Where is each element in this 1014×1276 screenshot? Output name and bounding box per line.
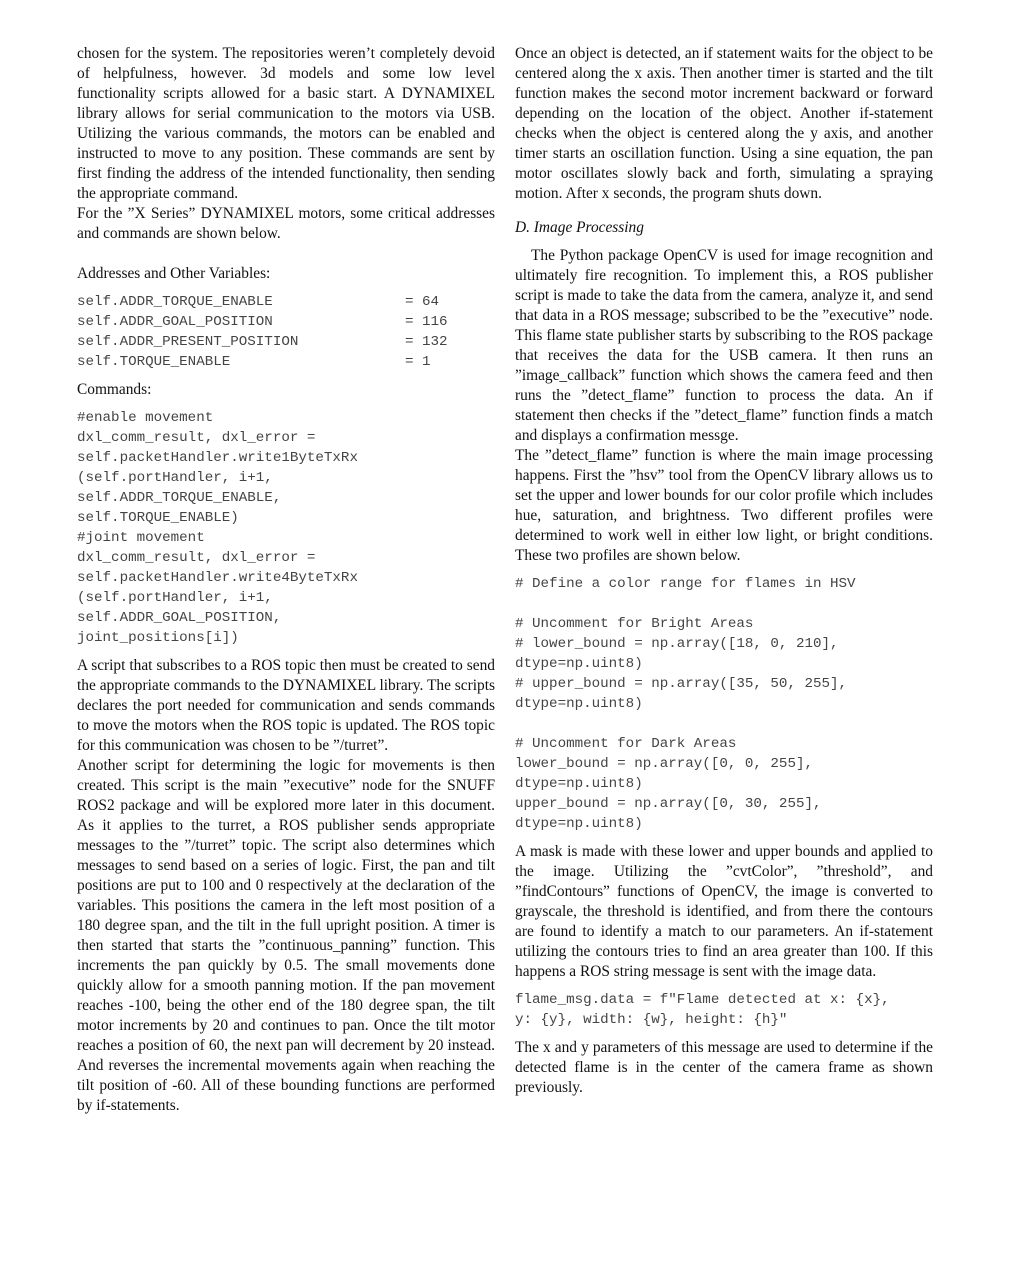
commands-code-block: [77, 408, 495, 648]
code-line: upper_bound = np.array([0, 30, 255],: [515, 796, 822, 812]
variable-name: self.ADDR_PRESENT_POSITION: [77, 334, 299, 350]
paragraph: Once an object is detected, an if statement waits for the object to be centered along the x axis. Then another timer is started and the tilt function makes the second motor increment backward or forward depending on the location of the object. Another if-statement checks when the object is centered along the y axis, and another timer starts an oscillation function. Using a sine equation, the pan motor oscillates slowly back and forth, simulating a spraying motion. After x seconds, the program shuts down.: [515, 45, 933, 202]
paragraph: The ”detect_flame” function is where the main image processing happens. First the ”hsv” tool from the OpenCV library allows us to set the upper and lower bounds for our color profile which includes hue, saturation, and brightness. Two different profiles were determined to work well in either low light, or bright conditions. These two profiles are shown below.: [515, 447, 933, 564]
code-line: # Uncomment for Bright Areas: [515, 616, 754, 632]
variable-value: = 1: [405, 354, 431, 370]
code-line: self.packetHandler.write1ByteTxRx: [77, 450, 358, 466]
right-column: [515, 44, 933, 1098]
variable-name: self.ADDR_TORQUE_ENABLE: [77, 294, 273, 310]
code-line: self.packetHandler.write4ByteTxRx: [77, 570, 358, 586]
code-line: joint_positions[i]): [77, 630, 239, 646]
variable-value: = 64: [405, 294, 440, 310]
paragraph: For the ”X Series” DYNAMIXEL motors, some critical addresses and commands are shown below.: [77, 205, 495, 242]
hsv-comment-code: # Define a color range for flames in HSV: [515, 576, 856, 592]
code-line: dtype=np.uint8): [515, 656, 643, 672]
variable-value: = 116: [405, 314, 448, 330]
variable-line: [77, 332, 495, 352]
code-line: # Uncomment for Dark Areas: [515, 736, 737, 752]
code-line: # upper_bound = np.array([35, 50, 255],: [515, 676, 848, 692]
code-line: #joint movement: [77, 530, 205, 546]
variable-name: self.ADDR_GOAL_POSITION: [77, 314, 273, 330]
variable-line: [77, 312, 495, 332]
code-line: dtype=np.uint8): [515, 696, 643, 712]
paragraph: A script that subscribes to a ROS topic then must be created to send the appropriate commands to the DYNAMIXEL library. The scripts declares the port needed for communication and sends commands to move the motors when the ROS topic is updated. The ROS topic for this communication was chosen to be ”/turret”.: [77, 657, 495, 754]
code-line: flame_msg.data = f"Flame detected at x: {x},: [515, 992, 890, 1008]
paragraph: The x and y parameters of this message are used to determine if the detected flame is in the center of the camera frame as shown previously.: [515, 1039, 933, 1096]
code-line: self.ADDR_TORQUE_ENABLE,: [77, 490, 282, 506]
code-line: #enable movement: [77, 410, 214, 426]
addresses-label: Addresses and Other Variables:: [77, 265, 271, 282]
variables-code-block: [77, 292, 495, 372]
bright-areas-code-block: [515, 614, 933, 714]
code-line: self.ADDR_GOAL_POSITION,: [77, 610, 282, 626]
variable-line: [77, 352, 495, 372]
left-column: [77, 44, 495, 1116]
code-line: # lower_bound = np.array([18, 0, 210],: [515, 636, 839, 652]
flame-msg-code-block: [515, 990, 933, 1030]
code-line: dtype=np.uint8): [515, 816, 643, 832]
code-line: dxl_comm_result, dxl_error =: [77, 550, 316, 566]
code-line: dxl_comm_result, dxl_error =: [77, 430, 316, 446]
code-line: y: {y}, width: {w}, height: {h}": [515, 1012, 788, 1028]
variable-name: self.TORQUE_ENABLE: [77, 354, 231, 370]
code-line: self.TORQUE_ENABLE): [77, 510, 239, 526]
code-line: (self.portHandler, i+1,: [77, 590, 273, 606]
dark-areas-code-block: [515, 734, 933, 834]
code-line: dtype=np.uint8): [515, 776, 643, 792]
paragraph: Another script for determining the logic for movements is then created. This script is the main ”executive” node for the SNUFF ROS2 package and will be explored more later in this document. As it applies to the turret, a ROS publisher sends appropriate messages to the ”/turret” topic. The script also determines which messages to send based on a series of logic. First, the pan and tilt positions are put to 100 and 0 respectively at the declaration of the variables. This positions the camera in the left most position of a 180 degree span, and the tilt in the full upright position. A timer is then started that starts the ”continuous_panning” function. This increments the pan quickly by 0.5. The small movements done quickly allow for a smooth panning motion. If the pan movement reaches -100, being the other end of the 180 degree span, the tilt motor increments by 20 and continues to pan. Once the tilt motor reaches a position of 60, the next pan will decrement by 20 instead. And reverses the incremental movements again when reaching the tilt position of -60. All of these bounding functions are performed by if-statements.: [77, 757, 495, 1114]
paragraph: A mask is made with these lower and upper bounds and applied to the image. Utilizing the ”cvtColor”, ”threshold”, and ”findContours” functions of OpenCV, the image is converted to grayscale, the threshold is identified, and from there the contours are found to identify a match to our parameters. An if-statement utilizing the contours tries to find an area greater than 100. If this happens a ROS string message is sent with the image data.: [515, 843, 933, 980]
section-heading: D. Image Processing: [515, 219, 644, 236]
code-line: (self.portHandler, i+1,: [77, 470, 273, 486]
code-line: lower_bound = np.array([0, 0, 255],: [515, 756, 813, 772]
paragraph: The Python package OpenCV is used for image recognition and ultimately fire recognition. To implement this, a ROS publisher script is made to take the data from the camera, analyze it, and send that data in a ROS message; subscribed to be the ”executive” node. This flame state publisher starts by subscribing to the ROS package that receives the data for the USB camera. It then runs an ”image_callback” function which shows the camera feed and then runs the ”detect_flame” function to process the data. An if statement then checks if the ”detect_flame” function finds a match and displays a confirmation messge.: [515, 247, 933, 444]
variable-line: [77, 292, 495, 312]
commands-label: Commands:: [77, 381, 152, 398]
paragraph: chosen for the system. The repositories weren’t completely devoid of helpfulness, however. 3d models and some low level functionality scripts allowed for a basic start. A DYNAMIXEL library allows for serial communication to the motors via USB. Utilizing the various commands, the motors can be enabled and instructed to move to any position. These commands are sent by first finding the address of the intended functionality, then sending the appropriate command.: [77, 45, 495, 202]
variable-value: = 132: [405, 334, 448, 350]
